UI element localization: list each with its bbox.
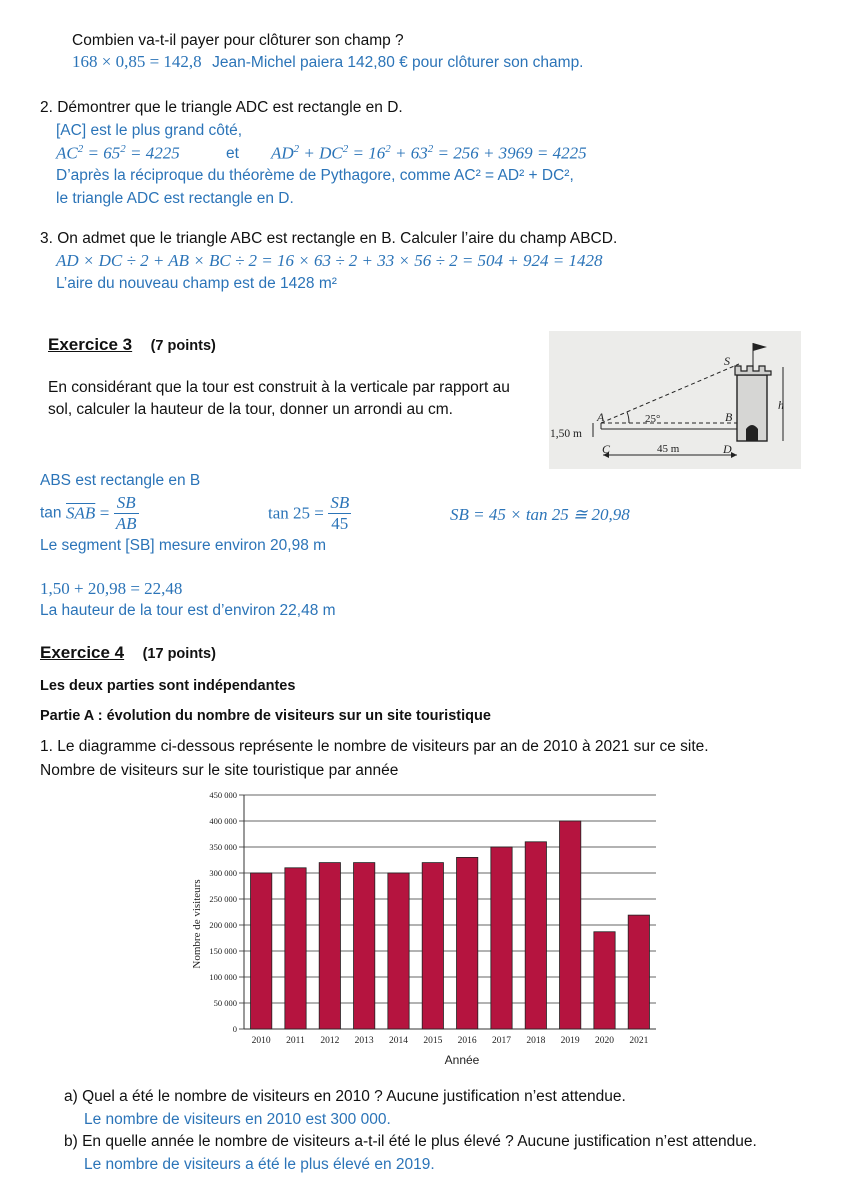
y-tick-label: 250 000	[209, 894, 237, 904]
answer-2-eq2: $AD^2 + DC^2 = 16^2 + 63^2 = 256 + 3969 = 4225$	[271, 143, 587, 163]
y-tick-label: 300 000	[209, 868, 237, 878]
tan-25-label: tan 25 =	[268, 503, 324, 523]
tan-25-formula	[268, 493, 351, 534]
fraction-numerator: SB	[116, 493, 136, 512]
x-tick-label: 2012	[320, 1036, 340, 1046]
question-4-1: 1. Le diagramme ci-dessous représente le nombre de visiteurs par an de 2010 à 2021 sur ce site.	[40, 738, 709, 755]
label-S: S	[724, 354, 730, 368]
y-tick-label: 0	[232, 1024, 237, 1034]
answer-3-text: L’aire du nouveau champ est de 1428 m²	[56, 275, 337, 292]
base-length-label: 45 m	[657, 443, 680, 455]
y-tick-label: 150 000	[209, 946, 237, 956]
angle-label: 25°	[645, 413, 661, 425]
answer-fence-calc: 168 × 0,85 = 142,8	[72, 52, 202, 71]
x-tick-label: 2019	[560, 1036, 580, 1046]
y-tick-label: 100 000	[209, 972, 237, 982]
exercise-4-points: (17 points)	[142, 646, 216, 662]
exercise-3-answer-sb: Le segment [SB] mesure environ 20,98 m	[40, 537, 327, 554]
y-tick-label: 200 000	[209, 920, 237, 930]
chart-y-tick-labels	[209, 790, 237, 1034]
exercise-3-answer-final: La hauteur de la tour est d’environ 22,48 m	[40, 602, 336, 619]
x-tick-label: 2013	[354, 1036, 374, 1046]
y-tick-label: 50 000	[213, 998, 237, 1008]
x-tick-label: 2021	[629, 1036, 649, 1046]
exercise-4-heading	[40, 643, 216, 663]
tower-battlements	[735, 366, 771, 375]
question-fence-cost: Combien va-t-il payer pour clôturer son champ ?	[72, 32, 404, 49]
bar-2019	[560, 821, 581, 1029]
question-4-1a: a) Quel a été le nombre de visiteurs en 2010 ? Aucune justification n’est attendue.	[64, 1088, 626, 1105]
observer-height-label: 1,50 m	[550, 428, 582, 440]
answer-4-1b: Le nombre de visiteurs a été le plus élevé en 2019.	[84, 1156, 435, 1173]
tan-fraction	[114, 493, 139, 534]
tower-door	[746, 425, 758, 441]
label-D: D	[723, 442, 732, 456]
part-a-title: Partie A : évolution du nombre de visiteurs sur un site touristique	[40, 708, 491, 724]
exercise-3-heading	[48, 335, 216, 355]
exercise-3-statement-2: sol, calculer la hauteur de la tour, donner un arrondi au cm.	[48, 401, 453, 418]
answer-2-line4: le triangle ADC est rectangle en D.	[56, 190, 294, 207]
x-tick-label: 2011	[286, 1036, 305, 1046]
x-tick-label: 2018	[526, 1036, 546, 1046]
y-axis-label: Nombre de visiteurs	[191, 879, 203, 969]
answer-4-1a: Le nombre de visiteurs en 2010 est 300 000.	[84, 1111, 391, 1128]
x-tick-label: 2010	[251, 1036, 271, 1046]
visitors-bar-chart	[186, 786, 666, 1072]
answer-2-et: et	[226, 145, 239, 162]
answer-2-line3: D’après la réciproque du théorème de Pythagore, comme AC² = AD² + DC²,	[56, 167, 574, 184]
x-tick-label: 2016	[457, 1036, 477, 1046]
bar-2011	[285, 868, 306, 1029]
tan-25-fraction	[328, 493, 351, 534]
bar-2012	[319, 863, 340, 1029]
label-A: A	[597, 410, 605, 424]
exercise-3-answer-1: ABS est rectangle en B	[40, 472, 201, 489]
answer-fence-text: Jean-Michel paiera 142,80 € pour clôturer son champ.	[212, 54, 584, 71]
answer-2-line1: [AC] est le plus grand côté,	[56, 122, 243, 139]
y-tick-label: 400 000	[209, 816, 237, 826]
chart-x-tick-labels	[252, 1036, 649, 1046]
sum-calculation: 1,50 + 20,98 = 22,48	[40, 579, 183, 598]
label-C: C	[602, 442, 611, 456]
y-tick-label: 450 000	[209, 790, 237, 800]
fraction-denominator: AB	[115, 514, 137, 533]
fraction-denominator: 45	[328, 513, 351, 534]
exercise-3-statement-1: En considérant que la tour est construit à la verticale par rapport au	[48, 379, 510, 396]
bar-2020	[594, 932, 615, 1029]
bar-2010	[251, 873, 272, 1029]
sb-calculation: SB = 45 × tan 25 ≅ 20,98	[450, 505, 630, 524]
bar-2016	[457, 857, 478, 1029]
x-axis-label: Année	[444, 1053, 480, 1067]
y-tick-label: 350 000	[209, 842, 237, 852]
exercise-3-points: (7 points)	[150, 338, 216, 354]
tan-label: tan	[40, 504, 62, 522]
x-tick-label: 2014	[389, 1036, 408, 1046]
exercise-4-title: Exercice 4	[40, 643, 125, 662]
answer-fence-cost	[72, 52, 584, 72]
tower-figure	[549, 331, 801, 469]
x-tick-label: 2020	[595, 1036, 614, 1046]
x-tick-label: 2015	[423, 1036, 443, 1046]
tan-angle: $\overline{SAB}$	[66, 503, 96, 523]
fraction-numerator: SB	[330, 493, 350, 512]
tan-equals: =	[99, 503, 110, 523]
bar-2021	[628, 915, 649, 1029]
bar-2014	[388, 873, 409, 1029]
label-B: B	[725, 410, 733, 424]
question-3: 3. On admet que le triangle ABC est rectangle en B. Calculer l’aire du champ ABCD.	[40, 230, 618, 247]
chart-caption: Nombre de visiteurs sur le site touristique par année	[40, 762, 399, 779]
bar-2017	[491, 847, 512, 1029]
question-2: 2. Démontrer que le triangle ADC est rectangle en D.	[40, 99, 403, 116]
exercise-3-title: Exercice 3	[48, 335, 133, 354]
answer-3-eq: AD × DC ÷ 2 + AB × BC ÷ 2 = 16 × 63 ÷ 2 + 33 × 56 ÷ 2 = 504 + 924 = 1428	[56, 251, 603, 270]
bar-2013	[354, 863, 375, 1029]
answer-2-eq1: $AC^2 = 65^2 = 4225$	[56, 143, 180, 163]
question-4-1b: b) En quelle année le nombre de visiteurs a-t-il été le plus élevé ? Aucune justification n’est attendue.	[64, 1133, 757, 1150]
bar-2015	[422, 863, 443, 1029]
bar-2018	[525, 842, 546, 1029]
x-tick-label: 2017	[492, 1036, 511, 1046]
tan-ratio-formula	[40, 493, 139, 534]
parts-independent: Les deux parties sont indépendantes	[40, 678, 296, 694]
label-h: h	[778, 398, 784, 412]
